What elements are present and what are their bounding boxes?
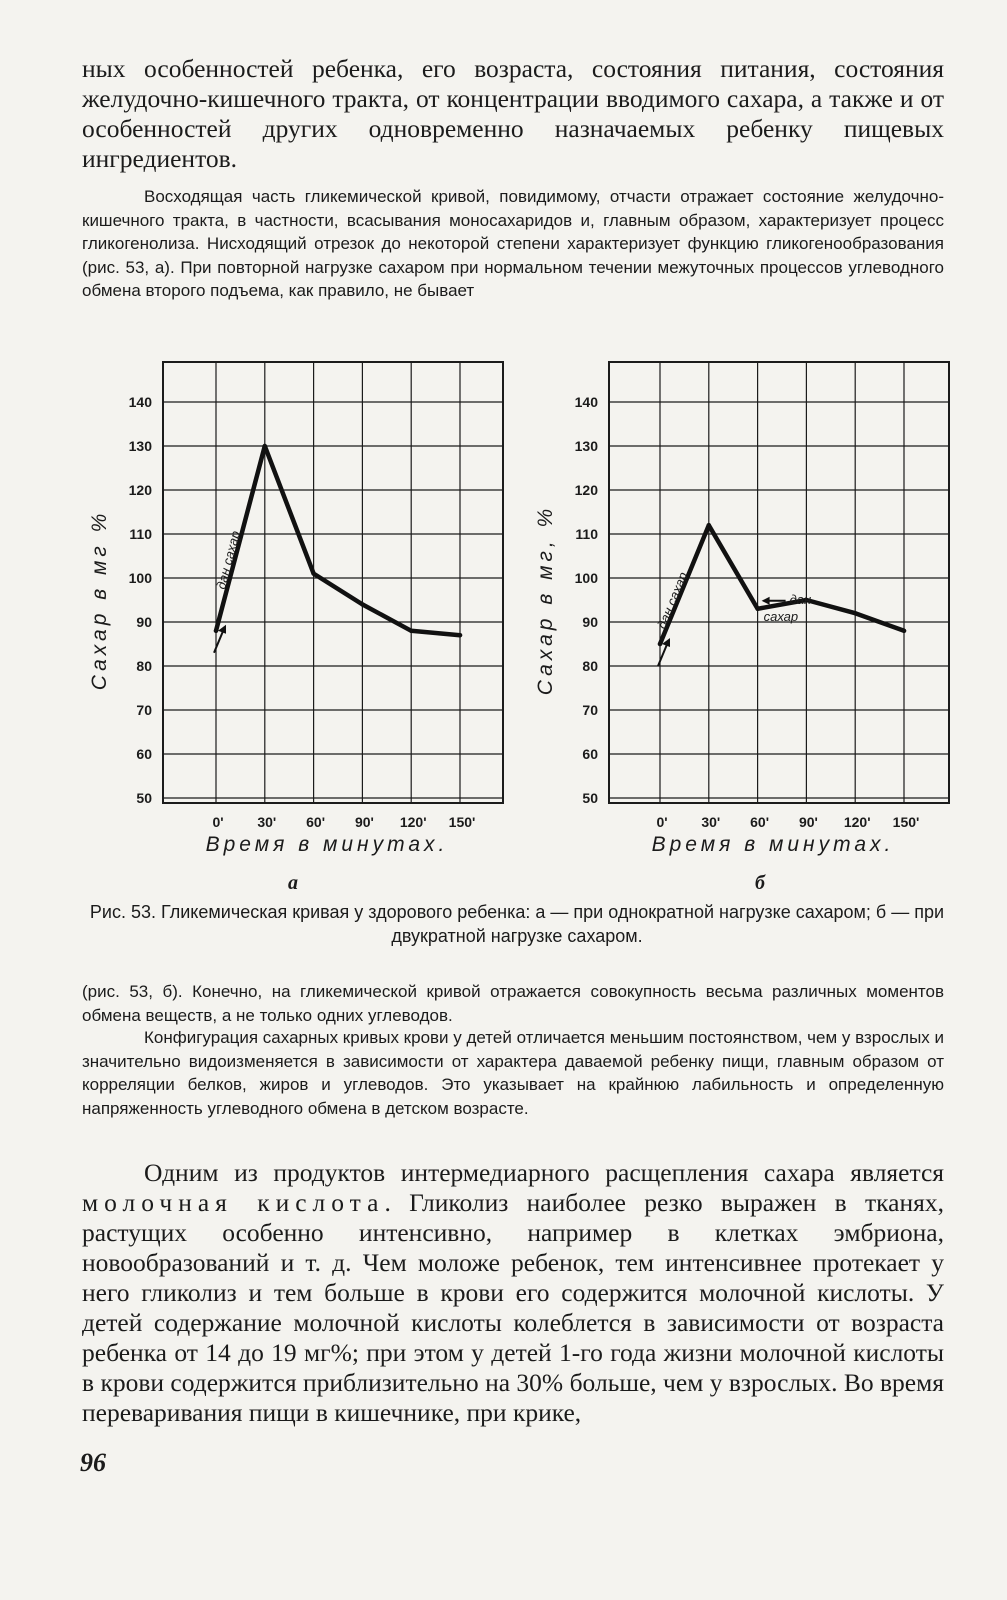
y-tick-label: 90 <box>582 614 598 630</box>
y-tick-label: 140 <box>128 394 152 410</box>
y-tick-label: 60 <box>582 746 598 762</box>
y-tick-label: 70 <box>136 702 152 718</box>
data-point <box>902 629 906 633</box>
figure-caption: Рис. 53. Гликемическая кривая у здорового ребенка: а — при однократной нагрузке сахаром; б — при двукратной нагрузке сахаром. <box>89 902 945 946</box>
x-tick-label: 120' <box>399 814 427 830</box>
y-tick-label: 100 <box>128 570 152 586</box>
y-tick-label: 60 <box>136 746 152 762</box>
y-tick-label: 110 <box>129 526 152 542</box>
data-point <box>214 629 218 633</box>
x-tick-label: 60' <box>750 814 770 830</box>
chart-panel-a <box>88 362 503 856</box>
glycemic-curve <box>660 525 904 644</box>
x-tick-label: 60' <box>306 814 326 830</box>
figure-53 <box>0 340 1007 870</box>
y-tick-label: 120 <box>574 482 598 498</box>
panel-label-b: б <box>755 872 765 894</box>
y-tick-label: 130 <box>574 438 598 454</box>
data-point <box>263 444 267 448</box>
y-axis-title: Сахар в мг % <box>88 509 111 691</box>
y-tick-label: 50 <box>136 790 152 806</box>
small-paragraph-configuration: Конфигурация сахарных кривых крови у детей отличается меньшим постоянством, чем у взрослых и значительно видоизменяется в зависимости от характера даваемой ребенку пищи, главным образом от корреляции белков, жиров и углеводов. Это указывает на крайнюю лабильность и определенную напряженность углеводного обмена в детском возрасте. <box>82 1028 945 1118</box>
y-tick-label: 130 <box>128 438 152 454</box>
annotation-sugar-given: дан сахар <box>654 569 691 631</box>
arrow-head <box>762 597 770 605</box>
y-tick-label: 100 <box>574 570 598 586</box>
y-tick-label: 80 <box>582 658 598 674</box>
data-point <box>707 523 711 527</box>
x-tick-label: 150' <box>892 814 920 830</box>
y-tick-label: 140 <box>574 394 598 410</box>
x-tick-label: 120' <box>843 814 871 830</box>
small-paragraph-continued: (рис. 53, б). Конечно, на гликемической кривой отражается совокупность весьма различных моментов обмена веществ, а не только одних углеводов. <box>82 982 944 1025</box>
data-point <box>360 602 364 606</box>
panel-label-a: а <box>288 872 298 894</box>
chart-panel-b <box>534 362 949 856</box>
y-tick-label: 90 <box>136 614 152 630</box>
y-tick-label: 120 <box>128 482 152 498</box>
y-tick-label: 110 <box>575 526 598 542</box>
y-tick-label: 70 <box>582 702 598 718</box>
data-point <box>853 611 857 615</box>
y-tick-label: 50 <box>582 790 598 806</box>
x-tick-label: 30' <box>257 814 277 830</box>
x-tick-label: 90' <box>354 814 374 830</box>
small-paragraph-glycemic-curve: Восходящая часть гликемической кривой, повидимому, отчасти отражает состояние желудочно-кишечного тракта, в частности, всасывания моносахаридов и, главным образом, характеризует процесс гликогенолиза. Нисходящий отрезок до некоторой степени характеризует функцию гликогенообразования (рис. 53, а). При повторной нагрузке сахаром при нормальном течении межуточных процессов углеводного обмена второго подъема, как правило, не бывает <box>82 187 944 300</box>
x-axis-title: Время в минутах. <box>651 833 895 856</box>
x-tick-label: 0' <box>656 814 668 830</box>
glycemic-curve <box>216 446 460 635</box>
paragraph-lactic-acid <box>82 1158 944 1428</box>
paragraph-lactic-rest: . Гликолиз наиболее резко выражен в тканях, растущих особенно интенсивно, например в клетках эмбриона, новообразований и т. д. Чем моложе ребенок, тем интенсивнее протекает у него гликолиз и тем больше в крови его содержится молочной кислоты. У детей содержание молочной кислоты колеблется в зависимости от возраста ребенка от 14 до 19 мг%; при этом у детей 1-го года жизни молочной кислоты в крови содержится приблизительно на 30% больше, чем у взрослых. Во время переваривания пищи в кишечнике, при крике, <box>82 1188 944 1427</box>
data-point <box>409 629 413 633</box>
x-tick-label: 0' <box>212 814 224 830</box>
paragraph-continued: ных особенностей ребенка, его возраста, состояния питания, состояния желудочно-кишечного тракта, от концентрации вводимого сахара, а также и от особенностей других одновременно назначаемых ребенку пищевых ингредиентов. <box>82 54 944 173</box>
annotation-sugar-given-word1: дан <box>789 591 812 607</box>
data-point <box>311 571 315 575</box>
y-axis-title: Сахар в мг, % <box>534 504 557 696</box>
page-number: 96 <box>80 1448 106 1477</box>
data-point <box>658 642 662 646</box>
x-tick-label: 30' <box>701 814 721 830</box>
annotation-sugar-given: дан сахар <box>213 529 244 591</box>
x-axis-title: Время в минутах. <box>205 833 449 856</box>
term-lactic-acid: молочная кислота <box>82 1188 385 1217</box>
x-tick-label: 150' <box>448 814 476 830</box>
y-tick-label: 80 <box>136 658 152 674</box>
data-point <box>458 633 462 637</box>
paragraph-lactic-start: Одним из продуктов интермедиарного расщепления сахара является <box>144 1158 944 1187</box>
x-tick-label: 90' <box>798 814 818 830</box>
data-point <box>755 607 759 611</box>
annotation-sugar-given-word2: сахар <box>763 608 799 624</box>
